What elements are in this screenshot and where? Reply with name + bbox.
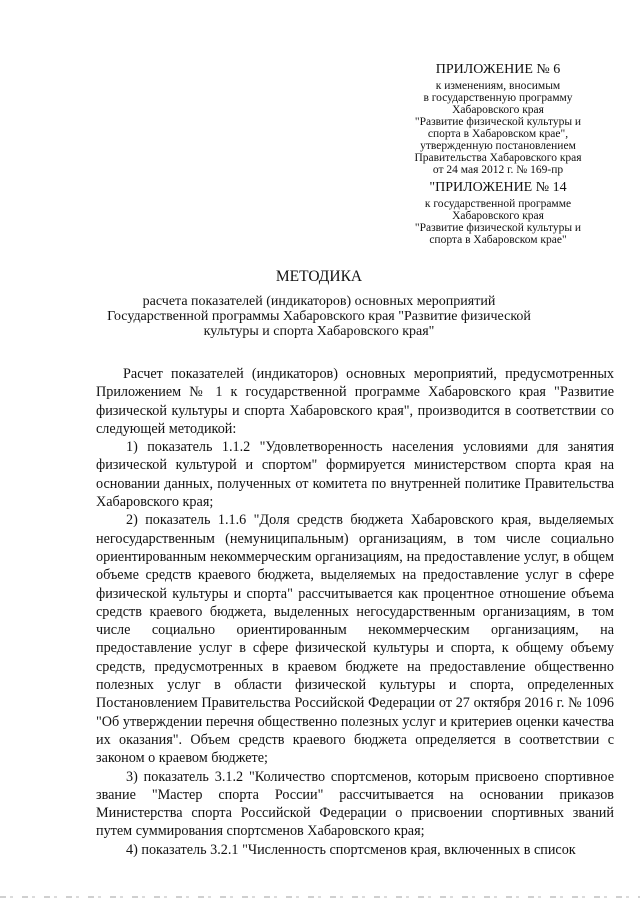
appendix-6-line: спорта в Хабаровском крае", bbox=[427, 128, 569, 140]
appendix-6-line: Правительства Хабаровского края bbox=[414, 152, 582, 164]
appendix-6-line: в государственную программу bbox=[423, 92, 573, 104]
appendix-14-line: к государственной программе bbox=[424, 198, 572, 210]
document-heading bbox=[96, 268, 542, 339]
document-title: МЕТОДИКА bbox=[275, 268, 363, 285]
appendix-14-line: Хабаровского края bbox=[452, 210, 544, 222]
document-subtitle-line: Государственной программы Хабаровского края "Развитие физической bbox=[107, 309, 531, 324]
appendix-14-line: "Развитие физической культуры и bbox=[414, 222, 582, 234]
appendix-14-block bbox=[398, 180, 598, 246]
appendix-6-block bbox=[398, 62, 598, 176]
body-paragraph: 1) показатель 1.1.2 "Удовлетворенность населения условиями для занятия физической культурой и спортом" формируется министерством спорта края на основании данных, полученных от комитета по внутренней политике Правительства Хабаровского края; bbox=[96, 439, 614, 511]
appendix-6-line: к изменениям, вносимым bbox=[435, 80, 561, 92]
document-body bbox=[96, 365, 614, 859]
appendix-6-line: Хабаровского края bbox=[452, 104, 544, 116]
body-paragraph: 2) показатель 1.1.6 "Доля средств бюджета Хабаровского края, выделяемых негосударственным (немуниципальным) организациям, в том числе социально ориентированным некоммерческим организациям, на предоставление услуг, в общем объеме средств краевого бюджета, выделяемых на предоставление услуг в сфере физической культуры и спорта" рассчитывается как процентное отношение объема средств краевого бюджета, выделенных негосударственным организациям, в том числе социально ориентированным некоммерческим организациям, на предоставление услуг в сфере физической культуры и спорта, к общему объему средств, предусмотренных в краевом бюджете на предоставление общественно полезных услуг в области физической культуры и спорта, определенных Постановлением Правительства Российской Федерации от 27 октября 2016 г. № 1096 "Об утверждении перечня общественно полезных услуг и критериев оценки качества их оказания". Объем средств краевого бюджета определяется в соответствии с законом о краевом бюджете; bbox=[96, 512, 614, 767]
appendix-6-title: ПРИЛОЖЕНИЕ № 6 bbox=[435, 62, 561, 77]
scan-artifact-line bbox=[0, 896, 640, 898]
appendix-14-title: "ПРИЛОЖЕНИЕ № 14 bbox=[429, 180, 567, 195]
appendix-6-line: утвержденную постановлением bbox=[420, 140, 576, 152]
appendix-6-line: "Развитие физической культуры и bbox=[414, 116, 582, 128]
body-paragraph: Расчет показателей (индикаторов) основных мероприятий, предусмотренных Приложением № 1 к государственной программе Хабаровского края "Развитие физической культуры и спорта Хабаровского края", производится в соответствии со следующей методикой: bbox=[96, 366, 614, 437]
body-paragraph: 3) показатель 3.1.2 "Количество спортсменов, которым присвоено спортивное звание "Мастер спорта России" рассчитывается на основании приказов Министерства спорта Российской Федерации о присвоении спортивных званий путем суммирования спортсменов Хабаровского края; bbox=[96, 768, 614, 840]
document-subtitle-line: культуры и спорта Хабаровского края" bbox=[203, 324, 435, 339]
appendix-6-line: от 24 мая 2012 г. № 169-пр bbox=[432, 164, 564, 176]
document-subtitle-line: расчета показателей (индикаторов) основных мероприятий bbox=[142, 294, 496, 309]
body-paragraph: 4) показатель 3.2.1 "Численность спортсменов края, включенных в список bbox=[126, 841, 576, 858]
appendix-14-line: спорта в Хабаровском крае" bbox=[429, 234, 567, 246]
